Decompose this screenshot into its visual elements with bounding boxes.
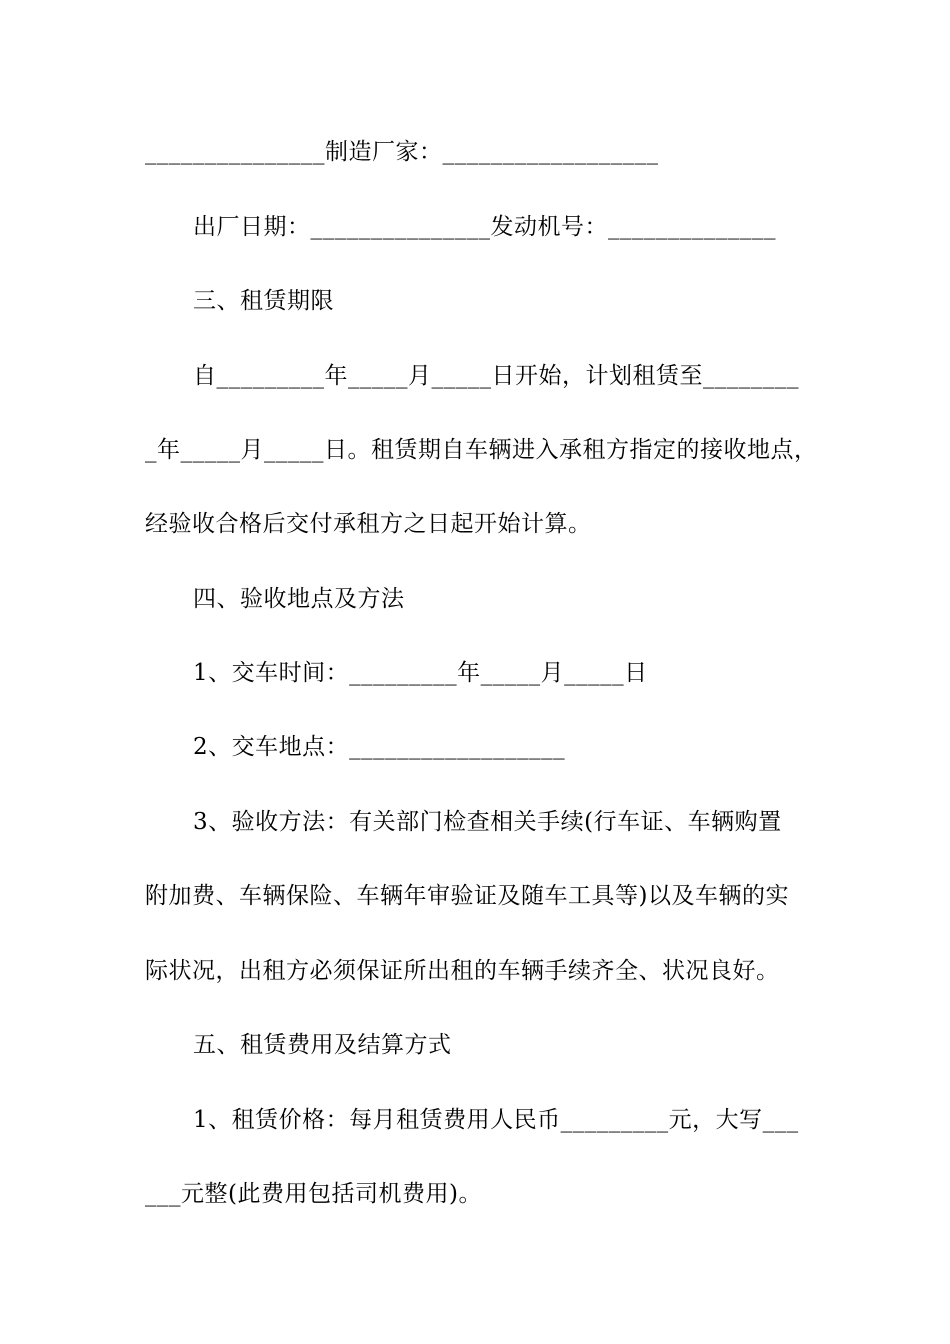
- lease-term-line-1: 自_________年_____月_____日开始，计划租赁至________: [193, 363, 799, 389]
- lease-price-line-2: ___元整(此费用包括司机费用)。: [145, 1181, 482, 1207]
- production-date-engine-line: 出厂日期：_______________发动机号：______________: [193, 214, 776, 240]
- section-heading-fees: 五、租赁费用及结算方式: [193, 1032, 452, 1058]
- section-heading-lease-term: 三、租赁期限: [193, 288, 334, 314]
- acceptance-method-line-2: 附加费、车辆保险、车辆年审验证及随车工具等)以及车辆的实: [145, 883, 789, 909]
- lease-term-line-2: _年_____月_____日。租赁期自车辆进入承租方指定的接收地点，: [145, 437, 818, 463]
- lease-price-line-1: 1、租赁价格：每月租赁费用人民币_________元，大写___: [193, 1107, 799, 1133]
- section-heading-acceptance: 四、验收地点及方法: [193, 586, 405, 612]
- delivery-time-line: 1、交车时间：_________年_____月_____日: [193, 660, 648, 686]
- delivery-location-line: 2、交车地点：__________________: [193, 734, 566, 760]
- lease-term-line-3: 经验收合格后交付承租方之日起开始计算。: [145, 511, 592, 537]
- acceptance-method-line-3: 际状况，出租方必须保证所出租的车辆手续齐全、状况良好。: [145, 958, 780, 984]
- manufacturer-line: _______________制造厂家：__________________: [145, 139, 659, 165]
- acceptance-method-line-1: 3、验收方法：有关部门检查相关手续(行车证、车辆购置: [193, 809, 782, 835]
